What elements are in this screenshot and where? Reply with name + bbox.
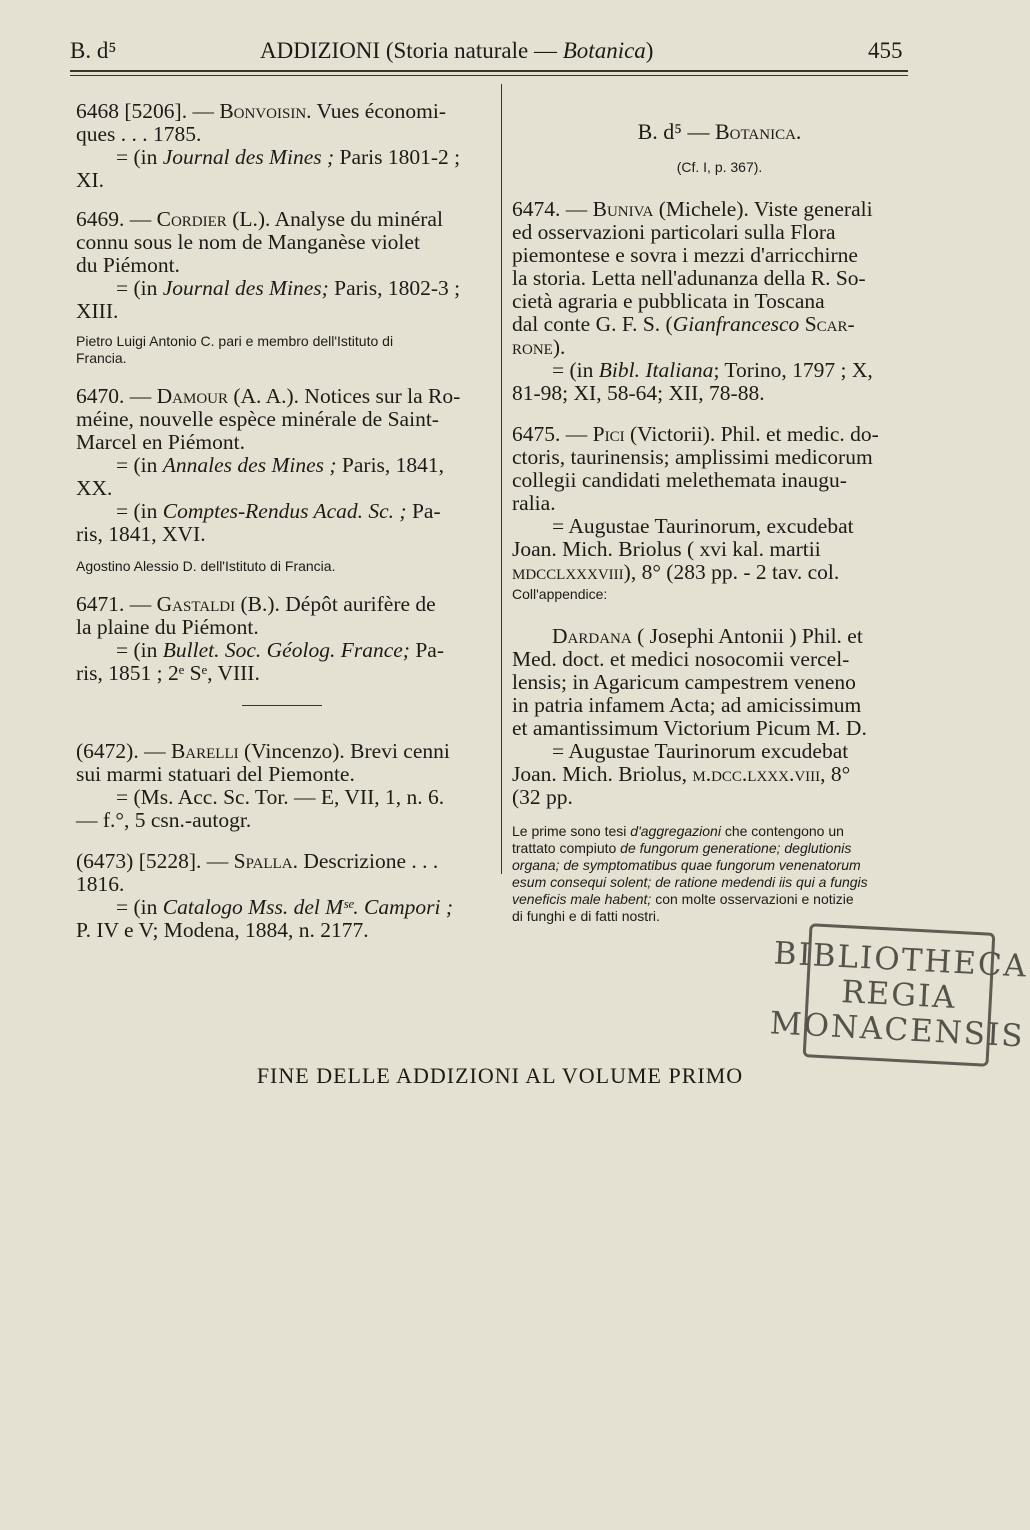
entry-line: ed osservazioni particolari sulla Flora [512, 220, 836, 244]
entry-text: ( Josephi Antonii ) Phil. et [631, 624, 863, 648]
stamp-line: REGIA [840, 973, 958, 1016]
entry-text: (Michele). Viste generali [653, 197, 873, 221]
running-head-section: B. d⁵ [70, 38, 117, 63]
note-italic: d'aggregazioni [630, 823, 721, 839]
heading-part: Botanica [714, 119, 796, 144]
journal-title: Journal des Mines; [162, 276, 329, 300]
author: Cordier [156, 207, 227, 231]
entry-text: . Descrizione . . . [292, 849, 439, 873]
entry-6469 [76, 208, 491, 367]
entry-text: = (in [552, 358, 599, 382]
entry-line [512, 561, 927, 584]
entry-line [512, 336, 927, 359]
entry-text: ). [552, 335, 566, 359]
entry-line: 1816. [76, 872, 125, 896]
heading-part: . [795, 119, 802, 144]
entry-6472 [76, 740, 491, 832]
italic-name: Gianfrancesco [672, 312, 800, 336]
entry-line: P. IV e V; Modena, 1884, n. 2177. [76, 918, 369, 942]
entry-line: la storia. Letta nell'adunanza della R. So- [512, 266, 866, 290]
page-number: 455 [868, 38, 903, 63]
section-separator [242, 705, 322, 706]
entry-text: (L.). Analyse du minéral [226, 207, 443, 231]
stamp-line: BIBLIOTHECA [772, 934, 1029, 985]
entry-line [512, 625, 927, 648]
entry-number: 6474. — [512, 197, 593, 221]
entry-line: in patria infamem Acta; ad amicissimum [512, 693, 862, 717]
entry-6474 [512, 198, 927, 405]
header-rule [70, 70, 908, 72]
author: Spalla [233, 849, 293, 873]
entry-line: = Augustae Taurinorum excudebat [552, 739, 849, 763]
entry-line [76, 146, 491, 169]
entry-text: , 8° [820, 762, 851, 786]
author: rone [512, 335, 553, 359]
entry-line: XX. [76, 476, 113, 500]
author: Bonvoisin [219, 99, 307, 123]
entry-line: ctoris, taurinensis; amplissimi medicorum [512, 445, 873, 469]
journal-title: Bibl. Italiana [598, 358, 714, 382]
entry-line: XI. [76, 168, 105, 192]
entry-note [76, 333, 491, 367]
title-italic: Botanica [562, 38, 646, 63]
entry-text: = (in [116, 499, 163, 523]
entry-line [76, 277, 491, 300]
note-italic: de fungorum generatione; deglutionis [620, 840, 852, 856]
entry-line [76, 896, 491, 919]
entry-number: 6469. — [76, 207, 157, 231]
author: Barelli [170, 739, 239, 763]
entry-line: et amantissimum Victorium Picum M. D. [512, 716, 867, 740]
entry-line: méine, nouvelle espèce minérale de Saint- [76, 407, 439, 431]
journal-title: Comptes-Rendus Acad. Sc. ; [162, 499, 407, 523]
entry-line [512, 359, 927, 382]
entry-text: ; Torino, 1797 ; X, [713, 358, 873, 382]
entry-number: (6473) [5228]. — [76, 849, 234, 873]
entry-text: (A. A.). Notices sur la Ro- [228, 384, 461, 408]
roman-date: m.dcc.lxxx.viii [692, 762, 821, 786]
entry-line [76, 454, 491, 477]
entry-number: 6470. — [76, 384, 157, 408]
entry-line [512, 763, 927, 786]
entry-text: = (in [116, 453, 163, 477]
entry-6470 [76, 385, 491, 575]
author: Buniva [592, 197, 654, 221]
note-text: Le prime sono tesi [512, 823, 631, 839]
note-line: Agostino Alessio D. dell'Istituto di Francia. [76, 558, 336, 574]
entry-text: Paris, 1841, [336, 453, 445, 477]
entry-text: = (in [116, 638, 163, 662]
left-column [76, 100, 491, 955]
entry-line [76, 385, 491, 408]
stamp-line: MONACENSIS [768, 1004, 1026, 1055]
entry-line: = Augustae Taurinorum, excudebat [552, 514, 854, 538]
heading-part: B. d⁵ — [637, 119, 715, 144]
entry-line: la plaine du Piémont. [76, 615, 259, 639]
entry-line: 81-98; XI, 58-64; XII, 78-88. [512, 381, 765, 405]
entry-line: piemontese e sovra i mezzi d'arricchirne [512, 243, 858, 267]
closing-title: FINE DELLE ADDIZIONI AL VOLUME PRIMO [256, 1063, 744, 1088]
entry-line [76, 100, 491, 123]
entry-text: . Vues économi- [306, 99, 446, 123]
entry-6471 [76, 593, 491, 685]
entry-line [76, 500, 491, 523]
author: Gastaldi [156, 592, 236, 616]
note-line [512, 823, 927, 840]
entry-line: du Piémont. [76, 253, 180, 277]
right-column [512, 100, 927, 939]
entry-line: ris, 1851 ; 2ᵉ Sᵉ, VIII. [76, 661, 260, 685]
entry-number: 6468 [5206]. — [76, 99, 220, 123]
note-line: Pietro Luigi Antonio C. pari e membro dell'Istituto di [76, 333, 394, 349]
journal-title: Annales des Mines ; [162, 453, 337, 477]
entry-line: Marcel en Piémont. [76, 430, 245, 454]
journal-title: Bullet. Soc. Géolog. France; [162, 638, 410, 662]
note-italic: veneficis male habent; [512, 891, 652, 907]
entry-dardana [512, 625, 927, 809]
roman-date: mdcclxxxviii [512, 560, 624, 584]
note-line: organa; de symptomatibus quae fungorum venenatorum [512, 857, 861, 873]
author: Dardana [552, 624, 632, 648]
note-text: con molte osservazioni e notizie [651, 891, 854, 907]
entry-text: ), 8° (283 pp. - 2 tav. col. [623, 560, 840, 584]
entry-text: Pa- [406, 499, 441, 523]
entry-text: Paris 1801-2 ; [334, 145, 461, 169]
entry-line: Med. doct. et medici nosocomii vercel- [512, 647, 850, 671]
note-line: Coll'appendice: [512, 586, 608, 602]
entry-line: cietà agraria e pubblicata in Toscana [512, 289, 825, 313]
author: Scar- [804, 312, 855, 336]
note-line: esum consequi solent; de ratione medendi iis qui a fungis [512, 874, 868, 890]
entry-line [512, 198, 927, 221]
journal-title: Journal des Mines ; [162, 145, 335, 169]
note-text: trattato compiuto [512, 840, 621, 856]
entry-6473 [76, 850, 491, 942]
entry-line [76, 740, 491, 763]
author: Damour [156, 384, 228, 408]
entry-text: (Victorii). Phil. et medic. do- [624, 422, 879, 446]
note-line [512, 891, 927, 908]
entry-line: XIII. [76, 299, 119, 323]
note-line: di funghi e di fatti nostri. [512, 908, 660, 924]
header-rule-thin [70, 75, 908, 76]
entry-text: (B.). Dépôt aurifère de [235, 592, 436, 616]
entry-line [512, 423, 927, 446]
column-divider [501, 84, 502, 874]
entry-6475 [512, 423, 927, 603]
entry-line: ralia. [512, 491, 556, 515]
entry-6468 [76, 100, 491, 192]
entry-text: (Vincenzo). Brevi cenni [238, 739, 450, 763]
entry-line [76, 639, 491, 662]
entry-text: = (in [116, 145, 163, 169]
note-text: che contengono un [720, 823, 844, 839]
entry-note [76, 558, 491, 575]
entry-line [76, 593, 491, 616]
section-heading [512, 120, 927, 143]
entry-text: Pa- [409, 638, 444, 662]
note-line: Francia. [76, 350, 127, 366]
author: Pici [592, 422, 625, 446]
entry-number: (6472). — [76, 739, 171, 763]
entry-line: collegii candidati melethemata inaugu- [512, 468, 847, 492]
entry-line: ques . . . 1785. [76, 122, 202, 146]
closing-note [512, 823, 927, 925]
entry-line [76, 208, 491, 231]
running-head-title [260, 38, 653, 64]
title-close: ) [645, 38, 654, 63]
entry-text: Paris, 1802-3 ; [328, 276, 461, 300]
entry-line: ris, 1841, XVI. [76, 522, 206, 546]
entry-number: 6475. — [512, 422, 593, 446]
entry-text: Joan. Mich. Briolus, [512, 762, 693, 786]
note-line [512, 840, 927, 857]
entry-line [76, 850, 491, 873]
entry-line: = (Ms. Acc. Sc. Tor. — E, VII, 1, n. 6. [116, 785, 445, 809]
entry-number: 6471. — [76, 592, 157, 616]
entry-line: connu sous le nom de Manganèse violet [76, 230, 420, 254]
library-stamp [768, 923, 1029, 1067]
entry-text: = (in [116, 895, 163, 919]
entry-line: — f.°, 5 csn.-autogr. [76, 808, 252, 832]
entry-line: Joan. Mich. Briolus ( xvi kal. martii [512, 537, 821, 561]
title-part: ADDIZIONI (Storia naturale — [260, 38, 563, 63]
section-reference: (Cf. I, p. 367). [676, 159, 763, 175]
entry-line [512, 313, 927, 336]
entry-text: dal conte G. F. S. ( [512, 312, 673, 336]
entry-line: lensis; in Agaricum campestrem veneno [512, 670, 856, 694]
journal-title: Catalogo Mss. del Mˢᵉ. Campori ; [162, 895, 454, 919]
entry-text: = (in [116, 276, 163, 300]
entry-line: (32 pp. [512, 785, 573, 809]
entry-line: sui marmi statuari del Piemonte. [76, 762, 355, 786]
